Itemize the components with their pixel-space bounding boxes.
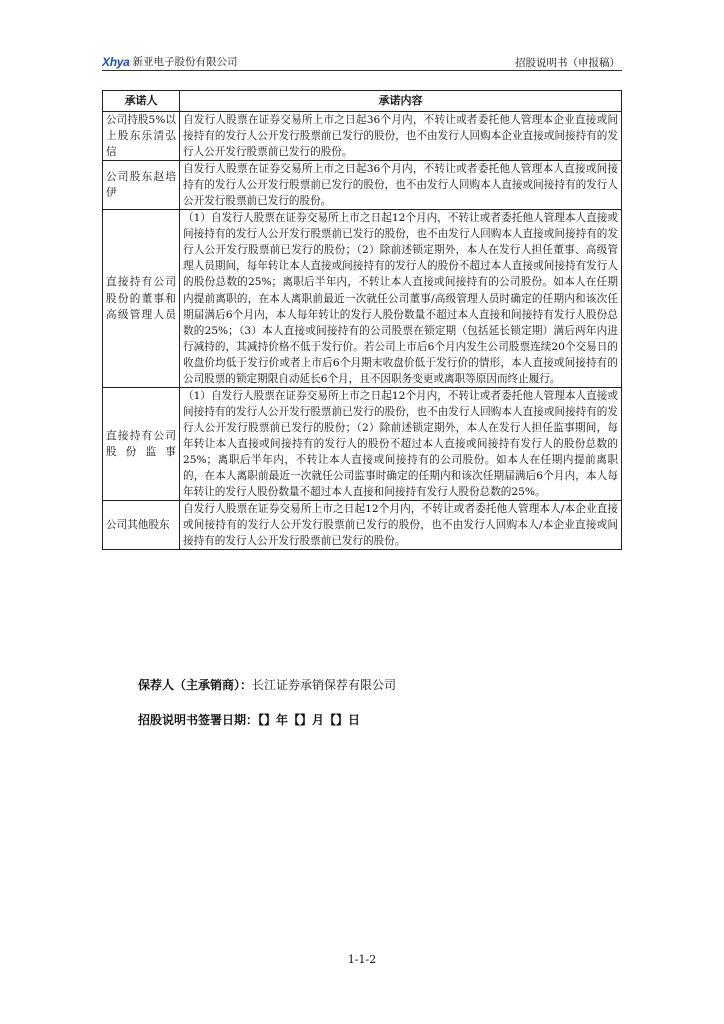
table-row: [103, 501, 622, 550]
sponsor-label: 保荐人（主承销商）：: [138, 678, 253, 692]
table-row: [103, 161, 622, 210]
row-party: 公司持股5%以上股东乐清弘信: [103, 112, 180, 161]
row-content: 自发行人股票在证券交易所上市之日起36个月内，不转让或者委托他人管理本人直接或间接持有的发行人公开发行股票前已发行的股份，也不由发行人回购本人直接或间接持有的发行人公开发行股票前已发行的股份。: [180, 161, 622, 210]
row-party: 公司股东赵培伊: [103, 161, 180, 210]
sign-date-line: [138, 711, 360, 728]
document-title: 招股说明书（申报稿）: [515, 57, 620, 69]
sponsor-value: 长江证券承销保荐有限公司: [252, 678, 397, 692]
header-left: [102, 54, 237, 69]
company-name: 新亚电子股份有限公司: [132, 56, 238, 68]
page-number: 1-1-2: [347, 953, 377, 966]
row-content: （1）自发行人股票在证券交易所上市之日起12个月内，不转让或者委托他人管理本人直接或间接持有的发行人公开发行股票前已发行的股份，也不由发行人回购本人直接或间接持有的发行人公开发行股票前已发行的股份；（2）除前述锁定期外，本人在发行人担任监事期间，每年转让本人直接或间接持有的发行人的股份不超过本人直接或间接持有发行人的股份总数的25%；离职后半年内，不转让本人直接或间接持有的公司股份。如本人在任期内提前离职的，在本人离职前最近一次就任公司监事时确定的任期内和该次任期届满后6个月内，本人每年转让的发行人股份数量不超过本人直接和间接持有发行人股份总数的25%。: [180, 387, 622, 500]
table-row: [103, 112, 622, 161]
table-header-row: [103, 91, 622, 112]
row-content: 自发行人股票在证券交易所上市之日起36个月内，不转让或者委托他人管理本企业直接或间接持有的发行人公开发行股票前已发行的股份，也不由发行人回购本企业直接或间接持有的发行人公开发行股票前已发行的股份。: [180, 112, 622, 161]
page-header: [102, 52, 622, 71]
sign-date-label: 招股说明书签署日期：: [138, 713, 259, 727]
header-content: 承诺内容: [180, 91, 622, 112]
row-content: 自发行人股票在证券交易所上市之日起12个月内，不转让或者委托他人管理本人/本企业直接或间接持有的发行人公开发行股票前已发行的股份，也不由发行人回购本人/本企业直接或间接持有的发行人公开发行股票前已发行的股份。: [180, 501, 622, 550]
commitment-table: [102, 90, 622, 550]
table-row: [103, 210, 622, 388]
row-content: （1）自发行人股票在证券交易所上市之日起12个月内，不转让或者委托他人管理本人直接或间接持有的发行人公开发行股票前已发行的股份，也不由发行人回购本人直接或间接持有的发行人公开发行股票前已发行的股份；（2）除前述锁定期外，本人在发行人担任董事、高级管理人员期间，每年转让本人直接或间接持有的发行人的股份不超过本人直接或间接持有发行人的股份总数的25%；离职后半年内，不转让本人直接或间接持有的公司股份。如本人在任期内提前离职的，在本人离职前最近一次就任公司董事/高级管理人员时确定的任期内和该次任期届满后6个月内，本人每年转让的发行人股份数量不超过本人直接和间接持有发行人股份总数的25%；（3）本人直接或间接持有的公司股票在锁定期（包括延长锁定期）满后两年内进行减持的，其减持价格不低于发行价。若公司上市后6个月内发生公司股票连续20个交易日的收盘价均低于发行价或者上市后6个月期末收盘价低于发行价的情形，本人直接或间接持有的公司股票的锁定期限自动延长6个月，且不因职务变更或离职等原因而终止履行。: [180, 210, 622, 388]
company-logo: Xhya: [102, 54, 130, 69]
row-party: 公司其他股东: [103, 501, 180, 550]
row-party: 直接持有公司股份监事: [103, 387, 180, 500]
row-party: 直接持有公司股份的董事和高级管理人员: [103, 210, 180, 388]
table-row: [103, 387, 622, 500]
sign-date-value: 【】年【】月【】日: [258, 713, 361, 727]
header-party: 承诺人: [103, 91, 180, 112]
sponsor-line: [138, 676, 396, 693]
